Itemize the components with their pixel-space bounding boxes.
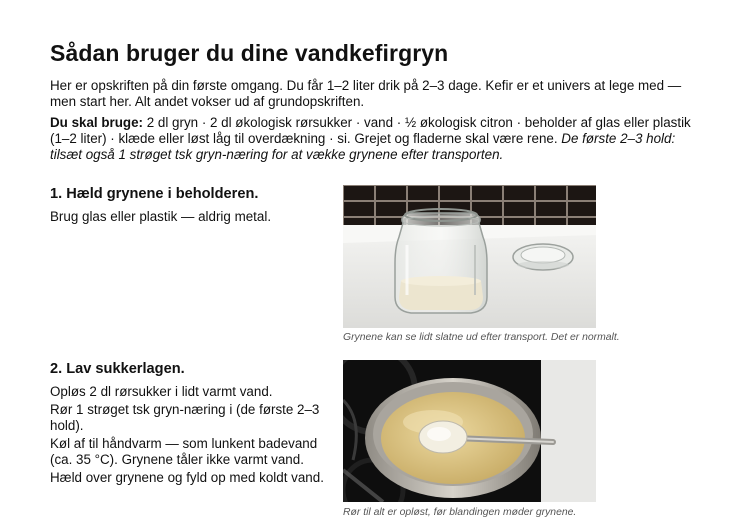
- step-1-title: 1. Hæld grynene i beholderen.: [50, 186, 259, 202]
- step-2-photo-pot: [343, 360, 596, 502]
- step-1-text: [50, 209, 335, 227]
- step-2-line-4: Hæld over grynene og fyld op med koldt vand.: [50, 470, 324, 485]
- step-2-text: [50, 384, 335, 488]
- materials-text: 2 dl gryn · 2 dl økologisk rørsukker · vand · ½ økologisk citron · beholder af glas eller plastik (1–2 liter) · klæde eller løst låg til overdækning · si. Grejet og fladerne skal være rene.: [50, 115, 691, 146]
- intro-paragraph: Her er opskriften på din første omgang. Du får 1–2 liter drik på 2–3 dage. Kefir er et univers at lege med — men start her. Alt andet vokser ud af grundopskriften.: [50, 78, 682, 109]
- page-title: Sådan bruger du dine vandkefirgryn: [50, 40, 449, 66]
- materials-paragraph: [50, 115, 700, 163]
- step-1-line: Brug glas eller plastik — aldrig metal.: [50, 209, 272, 224]
- step-2-title: 2. Lav sukkerlagen.: [50, 361, 185, 377]
- step-2-caption: Rør til alt er opløst, før blandingen møder grynene.: [343, 507, 577, 518]
- step-2-line-1: Opløs 2 dl rørsukker i lidt varmt vand.: [50, 384, 273, 399]
- step-2-line-3: Køl af til håndvarm — som lunkent badevand (ca. 35 °C). Grynene tåler ikke varmt vand.: [50, 436, 318, 467]
- materials-note: De første 2–3 hold: tilsæt også 1 strøget tsk gryn-næring for at vække grynene efter transporten.: [50, 131, 676, 162]
- step-2-line-2: Rør 1 strøget tsk gryn-næring i (de første 2–3 hold).: [50, 402, 320, 433]
- materials-label: Du skal bruge:: [50, 115, 144, 130]
- step-1-photo-jar: [343, 185, 596, 328]
- step-1-caption: Grynene kan se lidt slatne ud efter transport. Det er normalt.: [343, 332, 620, 343]
